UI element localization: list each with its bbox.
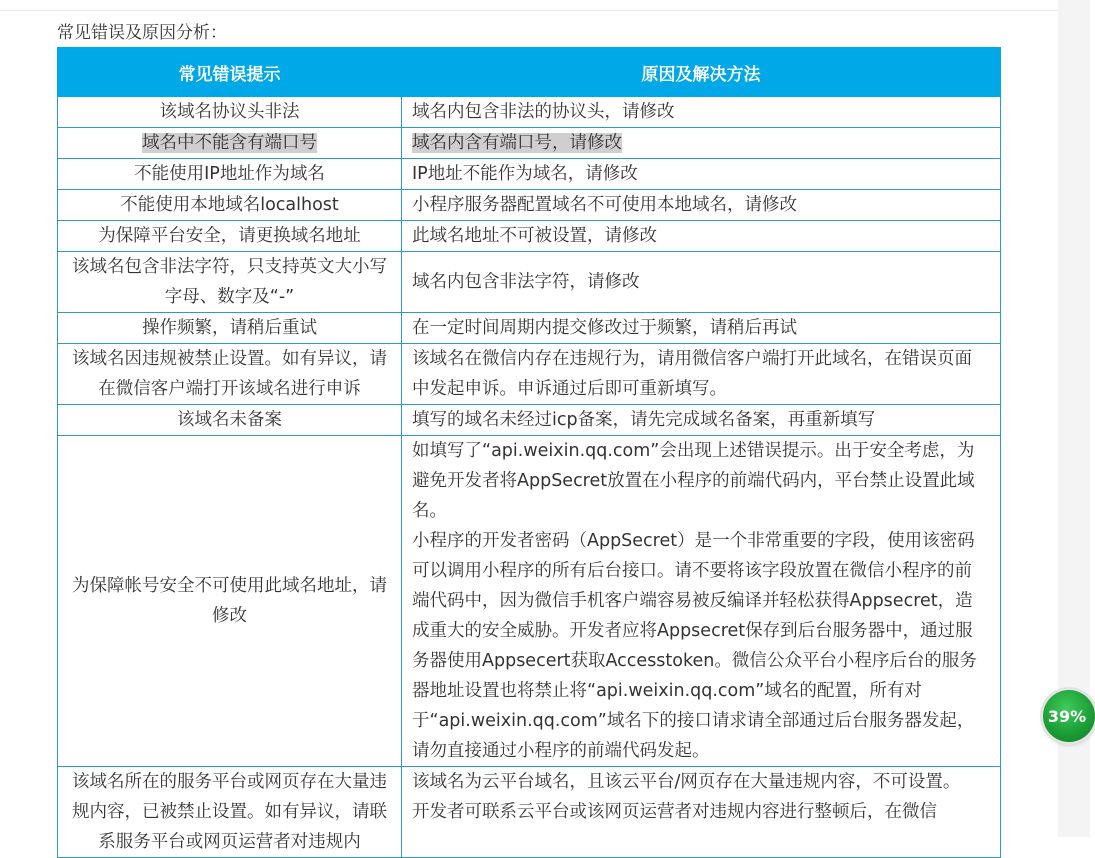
reason-paragraph: 该域名为云平台域名，且该云平台/网页存在大量违规内容，不可设置。 [412,772,961,792]
reason-cell: IP地址不能作为域名，请修改 [402,159,1001,190]
reason-cell: 域名内包含非法字符，请修改 [402,252,1001,313]
error-cell: 不能使用IP地址作为域名 [58,159,402,190]
header-reason: 原因及解决方法 [402,48,1001,97]
reason-cell: 域名内包含非法的协议头，请修改 [402,97,1001,128]
error-cell: 该域名未备案 [58,405,402,436]
table-row [58,159,1001,190]
error-cell: 不能使用本地域名localhost [58,190,402,221]
table-row [58,344,1001,405]
error-cell [58,128,402,159]
table-header-row [58,48,1001,97]
table-row [58,767,1001,858]
reason-paragraph: 如填写了“api.weixin.qq.com”会出现上述错误提示。出于安全考虑，为避免开发者将AppSecret放置在小程序的前端代码内，平台禁止设置此域名。 [412,441,975,521]
table-row [58,252,1001,313]
table-row [58,97,1001,128]
reason-cell: 小程序服务器配置域名不可使用本地域名，请修改 [402,190,1001,221]
table-row [58,436,1001,767]
reason-paragraph: 开发者可联系云平台或该网页运营者对违规内容进行整顿后，在微信 [412,802,937,822]
reason-cell [402,128,1001,159]
error-cell: 该域名因违规被禁止设置。如有异议，请在微信客户端打开该域名进行申诉 [58,344,402,405]
header-error: 常见错误提示 [58,48,402,97]
error-cell: 该域名协议头非法 [58,97,402,128]
highlighted-text: 域名中不能含有端口号 [142,133,317,153]
error-cell: 操作频繁，请稍后重试 [58,313,402,344]
error-table [57,47,1001,858]
top-bar [0,0,1058,11]
table-row [58,405,1001,436]
reason-cell: 此域名地址不可被设置，请修改 [402,221,1001,252]
error-cell: 该域名包含非法字符，只支持英文大小写字母、数字及“-” [58,252,402,313]
reason-cell: 填写的域名未经过icp备案，请先完成域名备案，再重新填写 [402,405,1001,436]
reason-paragraph: 小程序的开发者密码（AppSecret）是一个非常重要的字段，使用该密码可以调用小程序的所有后台接口。请不要将该字段放置在微信小程序的前端代码中，因为微信手机客户端容易被反编译并轻松获得Appsecret，造成重大的安全威胁。开发者应将Appsecret保存到后台服务器中，通过服务器使用Appsecert获取Accesstoken。微信公众平台小程序后台的服务器地址设置也将禁止将“api.weixin.qq.com”域名的配置，所有对于“api.weixin.qq.com”域名下的接口请求请全部通过后台服务器发起，请勿直接通过小程序的前端代码发起。 [412,531,977,761]
reason-cell [402,436,1001,767]
table-row [58,190,1001,221]
error-table-container [57,47,1000,858]
table-row [58,128,1001,159]
scroll-progress-badge[interactable]: 39% [1043,690,1095,742]
error-cell: 该域名所在的服务平台或网页存在大量违规内容，已被禁止设置。如有异议，请联系服务平台或网页运营者对违规内 [58,767,402,858]
reason-cell: 该域名在微信内存在违规行为，请用微信客户端打开此域名，在错误页面中发起申诉。申诉通过后即可重新填写。 [402,344,1001,405]
table-row [58,313,1001,344]
error-cell: 为保障帐号安全不可使用此域名地址，请修改 [58,436,402,767]
section-title: 常见错误及原因分析： [57,23,227,43]
error-cell: 为保障平台安全，请更换域名地址 [58,221,402,252]
reason-cell: 在一定时间周期内提交修改过于频繁，请稍后再试 [402,313,1001,344]
reason-cell [402,767,1001,858]
highlighted-text: 域名内含有端口号，请修改 [412,133,622,153]
table-row [58,221,1001,252]
